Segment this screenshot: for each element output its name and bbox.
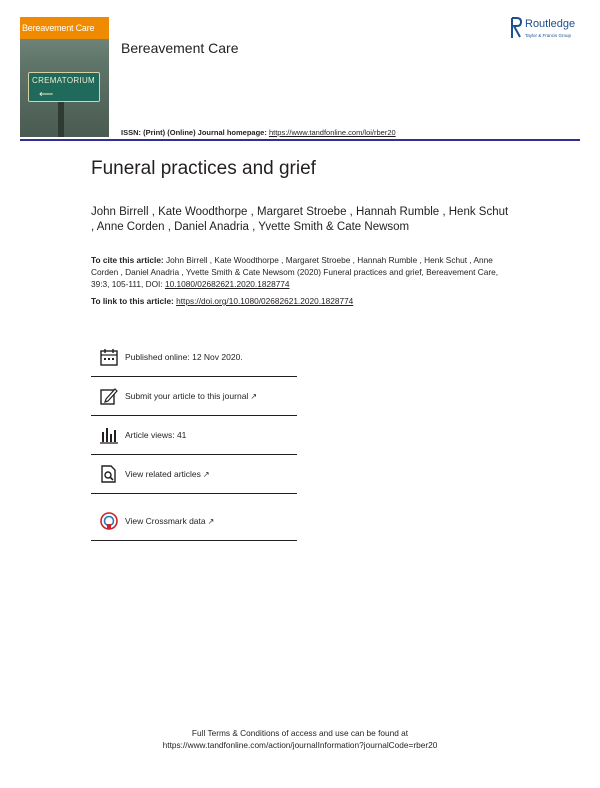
journal-cover-image: [20, 17, 109, 137]
article-views-text: Article views: 41: [125, 430, 187, 440]
article-authors: John Birrell , Kate Woodthorpe , Margaret Stroebe , Hannah Rumble , Henk Schut , Anne Corden , Daniel Anadria , Yvette Smith & Cate Newsom: [91, 206, 509, 233]
crossmark-label: View Crossmark data: [125, 516, 206, 526]
document-search-icon: [100, 465, 118, 483]
crossmark-link[interactable]: [125, 516, 214, 526]
header-divider: [20, 139, 580, 141]
link-label: To link to this article:: [91, 296, 177, 306]
related-articles-label: View related articles: [125, 469, 201, 479]
issn-line: [121, 128, 396, 137]
journal-homepage-link[interactable]: https://www.tandfonline.com/loi/rber20: [268, 128, 396, 137]
submit-article-row[interactable]: [91, 377, 297, 416]
routledge-logo-icon: [510, 17, 522, 39]
cover-title: Bereavement Care: [22, 23, 95, 33]
journal-name: Bereavement Care: [121, 40, 239, 56]
calendar-icon: [100, 348, 118, 366]
footer-terms-url[interactable]: https://www.tandfonline.com/action/journalInformation?journalCode=rber20: [162, 740, 438, 750]
article-title: Funeral practices and grief: [91, 158, 316, 179]
publisher-tagline: Taylor & Francis Group: [525, 33, 572, 38]
article-doi-link[interactable]: https://doi.org/10.1080/02682621.2020.1828774: [176, 296, 354, 306]
citation-block: [91, 254, 511, 290]
crematorium-sign-text: CREMATORIUM: [32, 76, 96, 85]
arrow-left-icon: ⟵: [39, 89, 54, 100]
crossmark-row[interactable]: [91, 502, 297, 541]
publisher-name: Routledge: [525, 18, 576, 30]
citation-text: John Birrell , Kate Woodthorpe , Margaret Stroebe , Hannah Rumble , Henk Schut , Anne Corden , Daniel Anadria , Yvette Smith & Cate Newsom (2020) Funeral practices and grief, Bereavement Care, 39:3, 105-111, DOI:: [91, 255, 499, 289]
publisher-logo: [510, 17, 590, 43]
crematorium-sign: [28, 72, 100, 102]
external-link-icon: ↗: [250, 392, 258, 401]
citation-doi-link[interactable]: 10.1080/02682621.2020.1828774: [164, 279, 290, 289]
bar-chart-icon: [100, 426, 118, 444]
footer-terms: [0, 727, 600, 751]
related-articles-link[interactable]: [125, 469, 210, 479]
footer-terms-line: Full Terms & Conditions of access and use can be found at: [191, 728, 409, 738]
submit-article-link[interactable]: [125, 391, 257, 401]
published-row: [91, 338, 297, 377]
external-link-icon: ↗: [207, 517, 215, 526]
citation-label: To cite this article:: [91, 255, 166, 265]
crossmark-icon: [100, 512, 118, 530]
issn-label: ISSN: (Print) (Online) Journal homepage:: [121, 128, 269, 137]
article-views-row: [91, 416, 297, 455]
external-link-icon: ↗: [202, 470, 210, 479]
sign-post: [58, 102, 64, 137]
article-link-line: [91, 296, 353, 306]
published-online-text: Published online: 12 Nov 2020.: [125, 352, 243, 362]
submit-article-label: Submit your article to this journal: [125, 391, 249, 401]
related-articles-row[interactable]: [91, 455, 297, 494]
edit-icon: [100, 387, 118, 405]
